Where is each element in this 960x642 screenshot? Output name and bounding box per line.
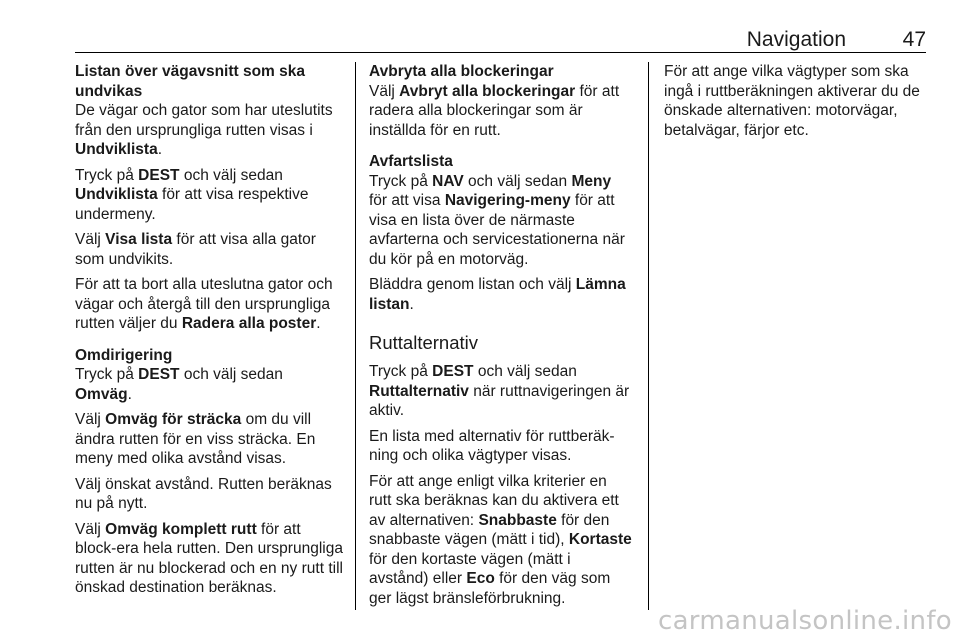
paragraph: Välj önskat avstånd. Rutten beräknas nu på nytt. <box>75 475 332 512</box>
paragraph: Tryck på DEST och välj sedan Ruttalternativ när ruttnavigeringen är aktiv. <box>369 363 630 419</box>
section-title: Navigation <box>746 28 846 51</box>
column-divider <box>355 62 356 610</box>
paragraph: Välj Visa lista för att visa alla gator som undvikits. <box>75 231 316 268</box>
column-divider <box>648 62 649 610</box>
paragraph: Välj Omväg komplett rutt för att block‐era hela rutten. Den ursprungliga rutten är nu blockerad och en ny rutt till önskad destination beräknas. <box>75 520 343 596</box>
paragraph: För att ange vilka vägtyper som ska ingå i ruttberäkningen aktiverar du de önskade alternativen: motorvägar, betalvägar, färjor etc. <box>664 63 920 139</box>
watermark: carmanualsonline.info <box>657 606 952 636</box>
paragraph: Tryck på NAV och välj sedan Meny för att visa Navigering-meny för att visa en lista över de närmaste avfarterna och servicestationerna när du kör på en motorväg. <box>369 172 625 268</box>
paragraph: För att ta bort alla uteslutna gator och vägar och återgå till den ursprungliga rutten väljer du Radera alla poster. <box>75 276 333 332</box>
subheading: Avfartslista <box>369 153 453 170</box>
page-number: 47 <box>902 28 926 51</box>
column-right <box>664 62 928 146</box>
section-heading: Ruttalternativ <box>369 332 478 353</box>
header-rule <box>75 52 926 53</box>
paragraph: Välj Omväg för sträcka om du vill ändra rutten för en viss sträcka. En meny med olika avstånd visas. <box>75 411 316 467</box>
paragraph: Tryck på DEST och välj sedan Undviklista för att visa respektive undermeny. <box>75 166 309 223</box>
paragraph: En lista med alternativ för ruttberäk‐ning och olika vägtyper visas. <box>369 427 615 464</box>
subheading: Listan över vägavsnitt som ska undvikas <box>75 63 306 100</box>
subheading: Omdirigering <box>75 346 173 364</box>
column-middle <box>369 62 633 614</box>
paragraph: Bläddra genom listan och välj Lämna listan. <box>369 276 626 313</box>
paragraph: Tryck på DEST och välj sedan Omväg. <box>75 366 283 403</box>
paragraph: Välj Avbryt alla blockeringar för att radera alla blockeringar som är inställda för en rutt. <box>369 82 620 139</box>
page-header <box>75 28 926 52</box>
paragraph: De vägar och gator som har uteslutits från den ursprungliga rutten visas i Undviklista. <box>75 102 333 158</box>
column-left <box>75 62 343 604</box>
subheading: Avbryta alla blockeringar <box>369 63 554 80</box>
paragraph: För att ange enligt vilka kriterier en rutt ska beräknas kan du aktivera ett av alternativen: Snabbaste för den snabbaste vägen (mätt i tid), Kortaste för den kortaste vägen (mätt i avstånd) eller Eco för den väg som ger lägst bränsleförbrukning. <box>369 472 632 607</box>
